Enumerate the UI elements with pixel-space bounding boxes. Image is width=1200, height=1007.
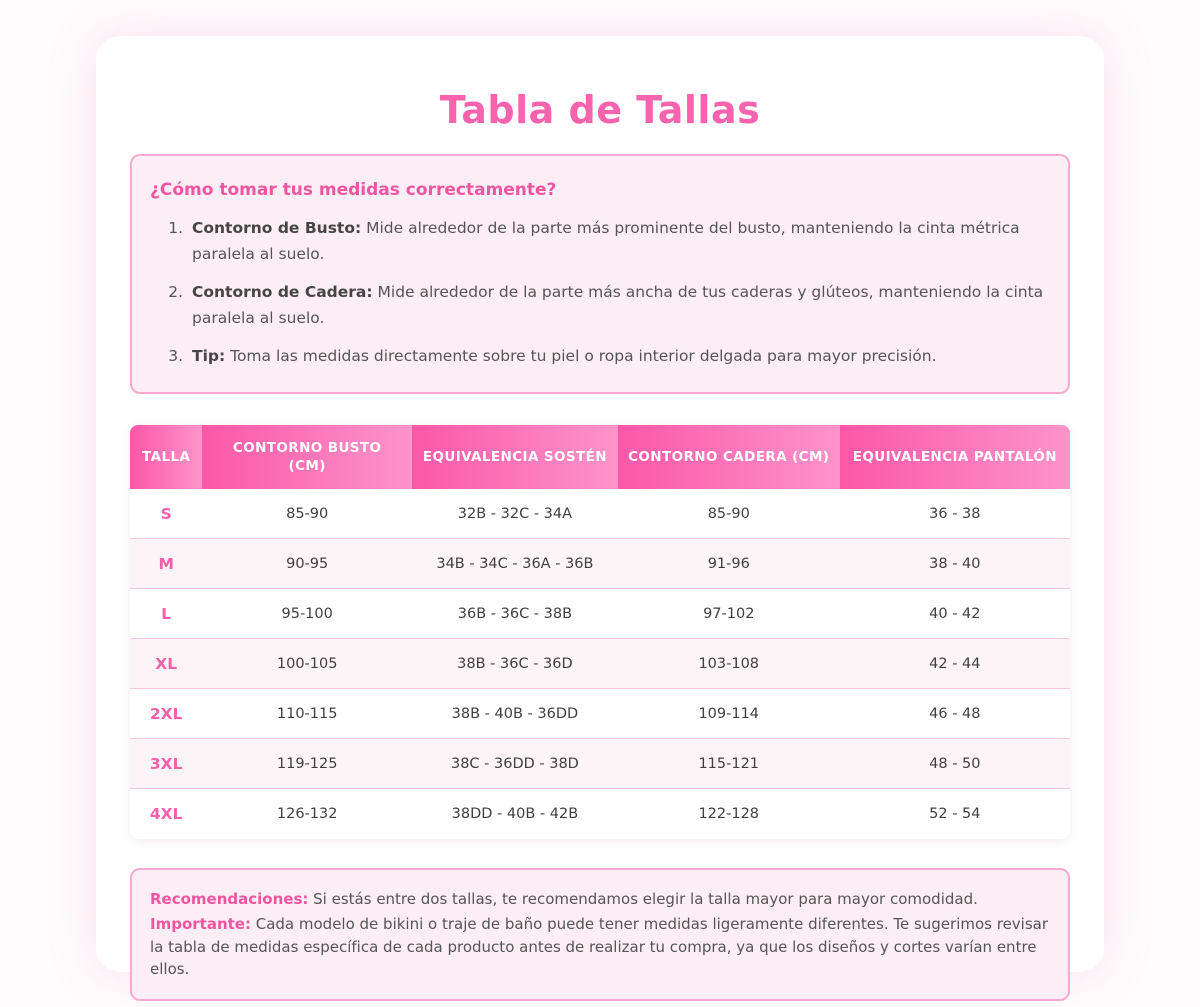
hip-value: 91-96 (618, 539, 840, 589)
bust-value: 126-132 (202, 789, 412, 839)
column-header-cadera: CONTORNO CADERA (CM) (618, 425, 840, 489)
instruction-text: Toma las medidas directamente sobre tu piel o ropa interior delgada para mayor precisión. (225, 347, 937, 366)
hip-value: 122-128 (618, 789, 840, 839)
bust-value: 110-115 (202, 689, 412, 739)
bust-value: 119-125 (202, 739, 412, 789)
instruction-item-cadera (188, 280, 1050, 331)
recommendation-text: Si estás entre dos tallas, te recomendamos elegir la talla mayor para mayor comodidad. (308, 889, 978, 908)
size-label: 4XL (130, 789, 202, 839)
pants-equivalence-value: 40 - 42 (840, 589, 1070, 639)
instruction-label: Contorno de Cadera: (192, 283, 373, 302)
bra-equivalence-value: 38DD - 40B - 42B (412, 789, 618, 839)
size-chart-card (96, 36, 1104, 979)
column-header-talla: TALLA (130, 425, 202, 489)
page-title: Tabla de Tallas (439, 88, 761, 132)
instruction-text: Mide alrededor de la parte más prominente del busto, manteniendo la cinta métrica paralela al suelo. (192, 219, 1020, 263)
important-note (150, 913, 1050, 981)
hip-value: 109-114 (618, 689, 840, 739)
bra-equivalence-value: 38B - 36C - 36D (412, 639, 618, 689)
bra-equivalence-value: 32B - 32C - 34A (457, 505, 573, 522)
table-row-4xl (130, 789, 1070, 839)
important-text: Cada modelo de bikini o traje de baño puede tener medidas ligeramente diferentes. Te sugerimos revisar la tabla de medidas específica de cada producto antes de realizar tu compra, ya que los diseños y cortes varían entre ellos. (150, 915, 1049, 979)
recommendations-box (130, 868, 1070, 1001)
instruction-label: Tip: (192, 347, 226, 366)
table-row-xl (130, 639, 1070, 689)
instruction-label: Contorno de Busto: (192, 219, 362, 237)
hip-value: 85-90 (707, 505, 750, 522)
pants-equivalence-value: 42 - 44 (840, 639, 1070, 689)
hip-value: 103-108 (618, 639, 840, 689)
measuring-instructions-box (130, 154, 1070, 394)
size-label: M (130, 539, 202, 589)
table-row-2xl (130, 689, 1070, 739)
table-row-m (130, 539, 1070, 589)
instructions-list (150, 216, 1050, 370)
instruction-item-tip (188, 344, 1050, 370)
pants-equivalence-value: 38 - 40 (840, 539, 1070, 589)
pants-equivalence-value: 46 - 48 (840, 689, 1070, 739)
hip-value: 115-121 (618, 739, 840, 789)
bust-value: 100-105 (202, 639, 412, 689)
pants-equivalence-value: 36 - 38 (929, 505, 981, 522)
pants-equivalence-value: 48 - 50 (840, 739, 1070, 789)
table-row-3xl (130, 739, 1070, 789)
instructions-heading: ¿Cómo tomar tus medidas correctamente? (150, 180, 557, 200)
size-table-header (130, 425, 1070, 489)
table-row-l (130, 589, 1070, 639)
bust-value: 90-95 (202, 539, 412, 589)
column-header-pantalon: EQUIVALENCIA PANTALÓN (840, 425, 1070, 489)
important-label: Importante: (150, 915, 251, 934)
column-header-busto: CONTORNO BUSTO (CM) (202, 425, 412, 489)
header-row (130, 425, 1070, 489)
size-label: S (160, 504, 172, 523)
bust-value: 85-90 (286, 505, 329, 522)
size-table (130, 425, 1070, 839)
instruction-text: Mide alrededor de la parte más ancha de tus caderas y glúteos, manteniendo la cinta paralela al suelo. (192, 283, 1044, 327)
size-label: XL (130, 639, 202, 689)
bra-equivalence-value: 34B - 34C - 36A - 36B (412, 539, 618, 589)
size-label: 2XL (130, 689, 202, 739)
table-row-s (130, 489, 1070, 539)
column-header-sosten: EQUIVALENCIA SOSTÉN (412, 425, 618, 489)
bust-value: 95-100 (202, 589, 412, 639)
bra-equivalence-value: 38B - 40B - 36DD (412, 689, 618, 739)
bra-equivalence-value: 38C - 36DD - 38D (412, 739, 618, 789)
pants-equivalence-value: 52 - 54 (840, 789, 1070, 839)
recommendation-note (150, 888, 1050, 911)
size-label: L (130, 589, 202, 639)
recommendation-label: Recomendaciones: (150, 889, 309, 908)
size-label: 3XL (130, 739, 202, 789)
size-table-body (130, 489, 1070, 839)
instruction-item-busto (188, 216, 1050, 267)
hip-value: 97-102 (618, 589, 840, 639)
bra-equivalence-value: 36B - 36C - 38B (412, 589, 618, 639)
